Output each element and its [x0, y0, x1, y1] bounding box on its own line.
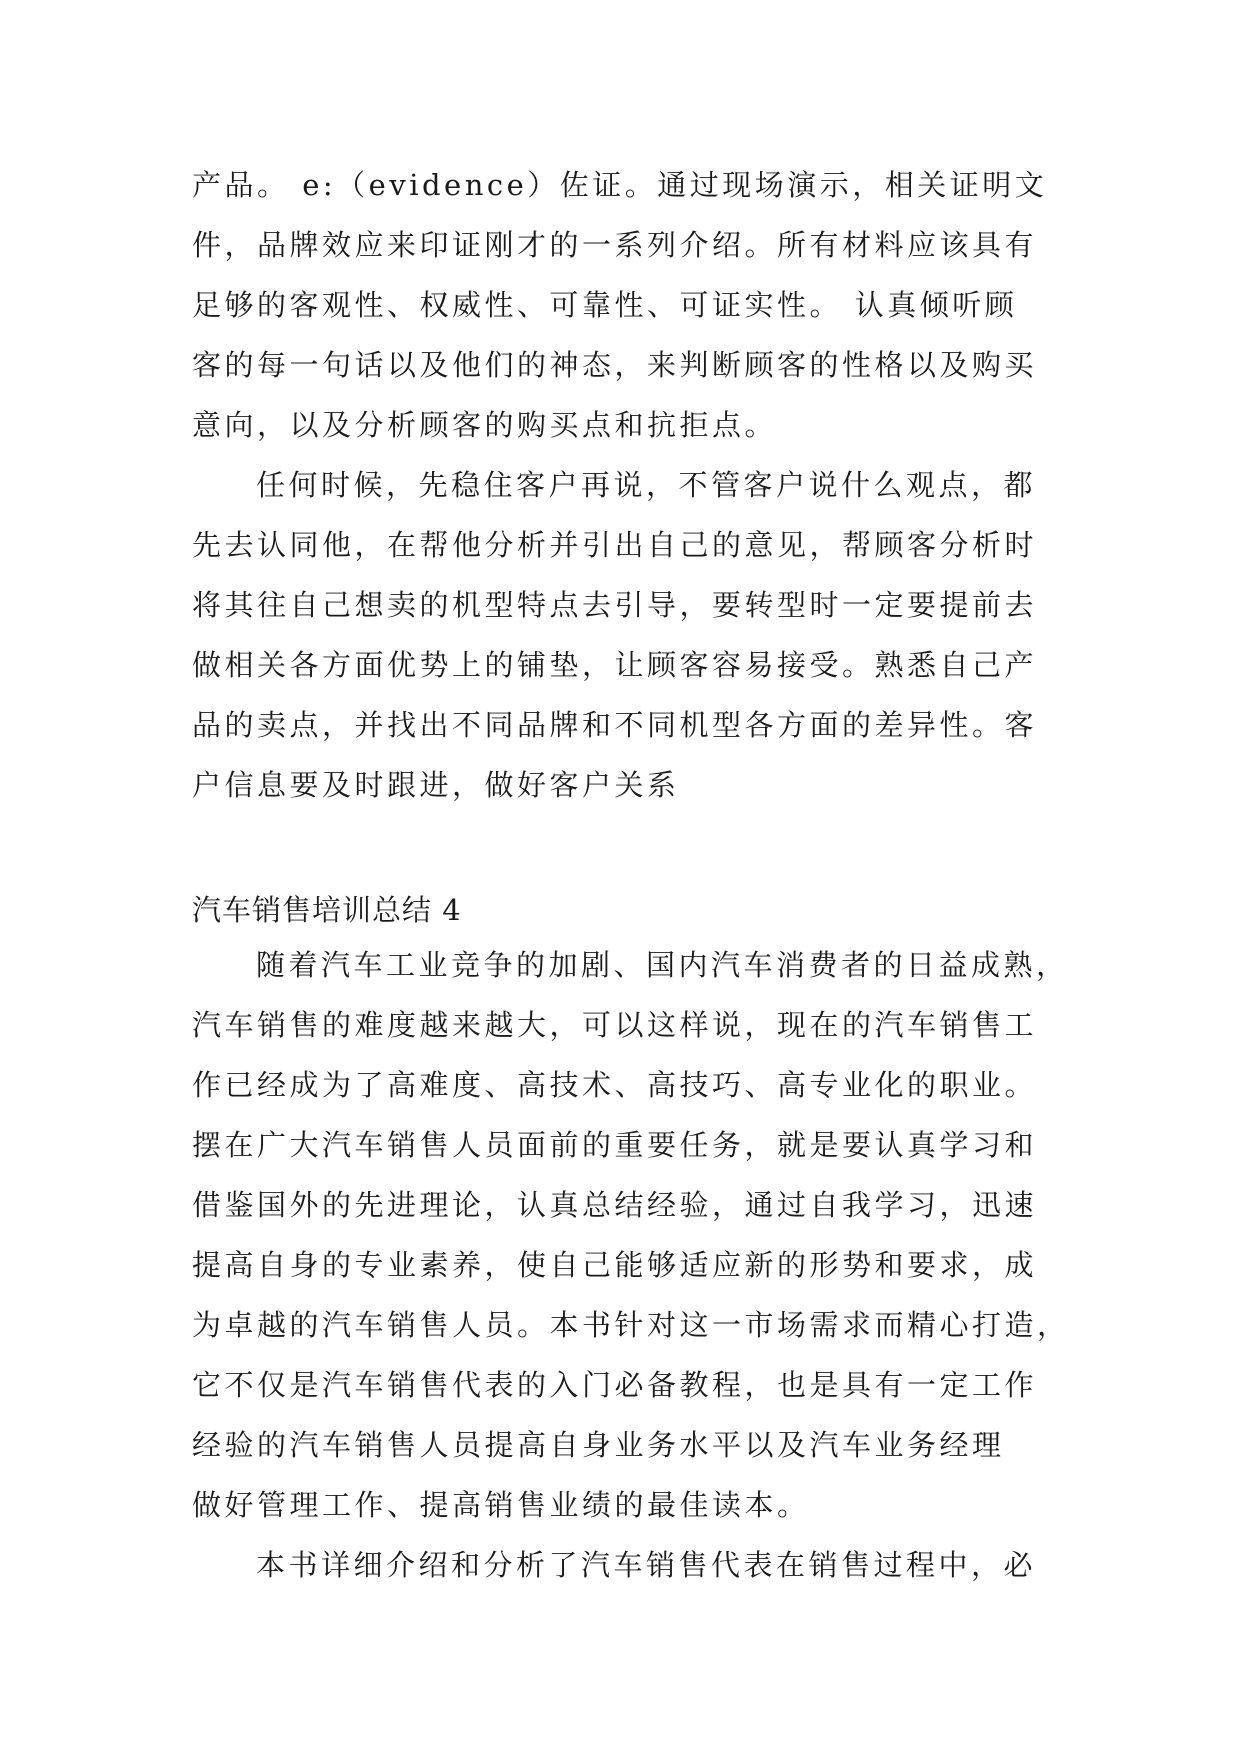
text-line: 借鉴国外的先进理论，认真总结经验，通过自我学习，迅速	[192, 1188, 1038, 1222]
text-line: 产品。 e:（evidence）佐证。通过现场演示，相关证明文	[192, 168, 1048, 202]
text-line: 将其往自己想卖的机型特点去引导，要转型时一定要提前去	[192, 588, 1038, 622]
text-line: 随着汽车工业竞争的加剧、国内汽车消费者的日益成熟，	[256, 948, 1069, 982]
text-line: 户信息要及时跟进，做好客户关系	[192, 768, 680, 802]
text-line: 任何时候，先稳住客户再说，不管客户说什么观点，都	[256, 468, 1037, 502]
paragraph-customer-strategy	[192, 455, 1052, 815]
text-line: 它不仅是汽车销售代表的入门必备教程，也是具有一定工作	[192, 1368, 1038, 1402]
text-line: 做相关各方面优势上的铺垫，让顾客容易接受。熟悉自己产	[192, 648, 1038, 682]
text-line: 先去认同他，在帮他分析并引出自己的意见，帮顾客分析时	[192, 528, 1038, 562]
text-line: 做好管理工作、提高销售业绩的最佳读本。	[192, 1488, 810, 1522]
text-line: 品的卖点，并找出不同品牌和不同机型各方面的差异性。客	[192, 708, 1038, 742]
section-heading: 汽车销售培训总结 4	[192, 893, 462, 927]
text-line: 作已经成为了高难度、高技术、高技巧、高专业化的职业。	[192, 1068, 1038, 1102]
paragraph-book-details	[192, 1535, 1052, 1595]
text-line: 经验的汽车销售人员提高自身业务水平以及汽车业务经理	[192, 1428, 1005, 1462]
paragraph-aide-evidence	[192, 155, 1052, 455]
text-line: 件，品牌效应来印证刚才的一系列介绍。所有材料应该具有	[192, 228, 1038, 262]
text-line: 汽车销售的难度越来越大，可以这样说，现在的汽车销售工	[192, 1008, 1038, 1042]
text-line: 摆在广大汽车销售人员面前的重要任务，就是要认真学习和	[192, 1128, 1038, 1162]
text-line: 客的每一句话以及他们的神态，来判断顾客的性格以及购买	[192, 348, 1038, 382]
paragraph-book-intro	[192, 935, 1070, 1535]
text-line: 本书详细介绍和分析了汽车销售代表在销售过程中，必	[256, 1548, 1037, 1582]
text-line: 提高自身的专业素养，使自己能够适应新的形势和要求，成	[192, 1248, 1038, 1282]
text-line: 意向，以及分析顾客的购买点和抗拒点。	[192, 408, 778, 442]
text-line: 足够的客观性、权威性、可靠性、可证实性。 认真倾听顾	[192, 288, 1018, 322]
text-line: 为卓越的汽车销售人员。本书针对这一市场需求而精心打造，	[192, 1308, 1070, 1342]
